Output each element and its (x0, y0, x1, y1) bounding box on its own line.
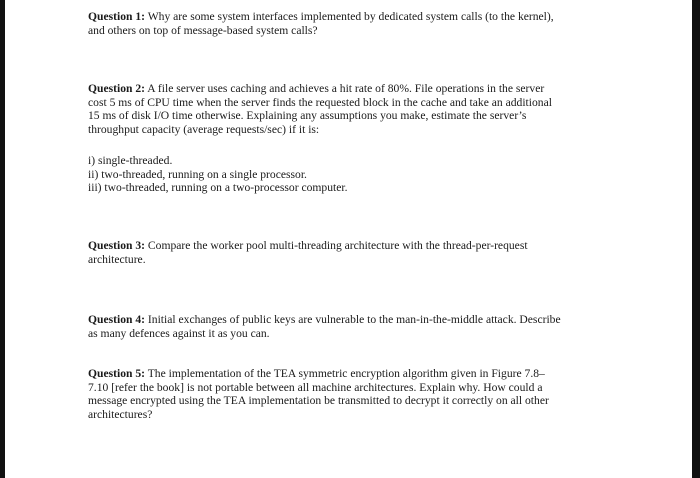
question-4-text-2: as many defences against it as you can. (88, 326, 270, 340)
question-4-line-1 (88, 313, 561, 327)
question-2-item-1: i) single-threaded. (88, 154, 173, 167)
question-1-text-2: and others on top of message-based system calls? (88, 23, 318, 37)
question-1-text-1: Why are some system interfaces implemented by dedicated system calls (to the kernel), (145, 10, 554, 23)
question-5-text-3: message encrypted using the TEA implementation be transmitted to decrypt it correctly on all other (88, 394, 549, 408)
right-border (692, 0, 700, 478)
question-4-text-1: Initial exchanges of public keys are vulnerable to the man-in-the-middle attack. Describe (145, 313, 561, 326)
question-5-text-2: 7.10 [refer the book] is not portable between all machine architectures. Explain why. How could a (88, 380, 543, 394)
question-2-line-1 (88, 82, 552, 96)
question-2-items (88, 154, 348, 195)
question-3-label: Question 3: (88, 239, 146, 252)
question-1 (88, 10, 554, 37)
question-5-label: Question 5: (88, 367, 146, 380)
question-3-text-2: architecture. (88, 252, 146, 266)
question-5-text-4: architectures? (88, 407, 153, 421)
question-5 (88, 367, 549, 421)
question-4-label: Question 4: (88, 313, 146, 326)
question-1-label: Question 1: (88, 10, 146, 23)
question-2-item-3: iii) two-threaded, running on a two-processor computer. (88, 181, 348, 195)
question-3 (88, 239, 528, 266)
question-5-line-1 (88, 367, 549, 381)
question-2-label: Question 2: (88, 82, 146, 95)
question-4 (88, 313, 561, 340)
question-2-text-1: A file server uses caching and achieves a hit rate of 80%. File operations in the server (145, 82, 545, 95)
question-2-item-2: ii) two-threaded, running on a single processor. (88, 167, 307, 181)
question-3-line-1 (88, 239, 528, 253)
question-2-text-4: throughput capacity (average requests/sec) if it is: (88, 122, 320, 136)
question-3-text-1: Compare the worker pool multi-threading architecture with the thread-per-request (145, 239, 528, 252)
question-5-text-1: The implementation of the TEA symmetric encryption algorithm given in Figure 7.8– (145, 367, 545, 380)
question-1-line-1 (88, 10, 554, 24)
question-2-text-2: cost 5 ms of CPU time when the server finds the requested block in the cache and take an additional (88, 95, 552, 109)
question-2-text-3: 15 ms of disk I/O time otherwise. Explaining any assumptions you make, estimate the server’s (88, 109, 527, 123)
question-2 (88, 82, 552, 136)
left-border (0, 0, 5, 478)
